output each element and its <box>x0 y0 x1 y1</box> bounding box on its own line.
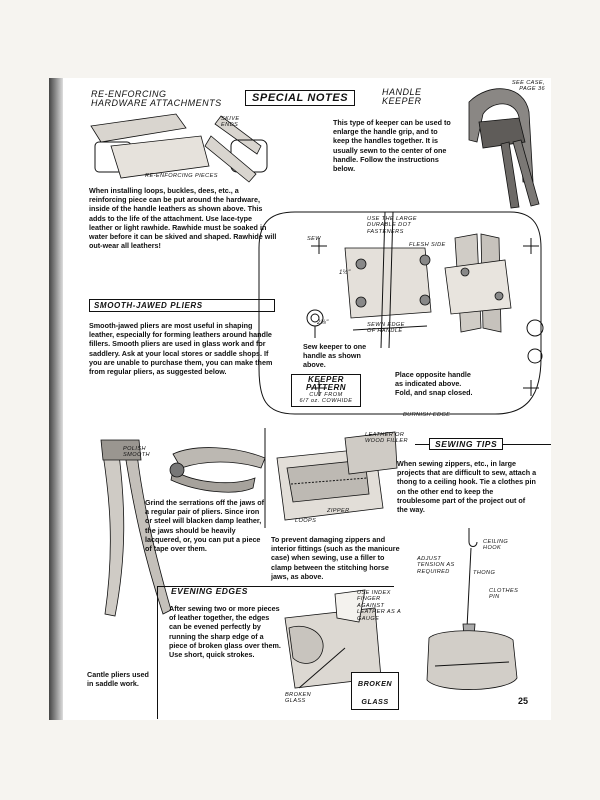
smooth-pliers-heading: SMOOTH-JAWED PLIERS <box>89 299 275 312</box>
fasteners-label: USE THE LARGE DURABLE DOT FASTENERS <box>367 216 417 235</box>
place-handle-caption: Place opposite handle as indicated above. Fold, and snap closed. <box>395 370 473 398</box>
ceiling-hook-label: CEILING HOOK <box>483 539 509 552</box>
handle-keeper-heading-line2: KEEPER <box>382 96 422 107</box>
reinforcing-pieces-label: RE-ENFORCING PIECES <box>145 173 218 179</box>
thong-label: THONG <box>473 570 496 576</box>
polish-smooth-label: POLISH SMOOTH <box>123 446 150 459</box>
keeper-pattern-line2: PATTERN <box>305 383 347 393</box>
page-title: SPECIAL NOTES <box>245 90 355 106</box>
sew-keeper-caption: Sew keeper to one handle as shown above. <box>303 342 367 370</box>
grind-instructions: Grind the serrations off the jaws of a regular pair of pliers. Since iron or steel will blacken damp leather, the jaws should be heavily lacquered, or, you can put a piece of tape over them. <box>145 498 265 554</box>
keeper-pattern-box <box>291 374 361 407</box>
flesh-side-label: FLESH SIDE <box>409 242 446 248</box>
keeper-pattern-line4: 6/7 oz. COWHIDE <box>299 397 353 404</box>
sew-label: SEW <box>307 236 321 242</box>
handle-keeper-heading-line1: HANDLE <box>382 87 422 97</box>
zipper-body: To prevent damaging zippers and interior fittings (such as the manicure case) when sewing, use a filler to clamp between the stitching horse jaws, as above. <box>271 535 400 581</box>
keeper-height-dimension: 1½" <box>339 270 351 276</box>
handle-photo-illustration <box>449 82 549 212</box>
cantle-pliers-caption: Cantle pliers used in saddle work. <box>87 670 149 689</box>
sewing-tips-heading: SEWING TIPS <box>429 438 503 450</box>
keeper-pattern-line3: CUT FROM <box>309 391 343 398</box>
broken-glass-label: BROKEN GLASS <box>285 692 312 705</box>
sewn-edge-label: SEWN EDGE OF HANDLE <box>367 322 405 335</box>
zipper-label: ZIPPER <box>327 508 350 514</box>
keeper-pattern-line1: KEEPER <box>308 375 344 384</box>
filler-label: LEATHER OR WOOD FILLER <box>365 432 408 445</box>
keeper-width-dimension: 2⅛" <box>317 320 329 326</box>
burnish-edge-label: BURNISH EDGE <box>403 412 451 418</box>
evening-edges-heading: EVENING EDGES <box>171 586 248 596</box>
page-spine-shadow <box>49 78 63 720</box>
handle-keeper-heading <box>382 88 422 107</box>
book-page <box>49 78 551 720</box>
index-finger-label: USE INDEX FINGER AGAINST LEATHER AS A GAUGE <box>357 590 401 622</box>
see-case-note: SEE CASE, PAGE 36 <box>511 80 545 93</box>
broken-glass-box <box>351 672 399 710</box>
reinforcing-heading-line2: HARDWARE ATTACHMENTS <box>91 98 222 109</box>
reinforcing-body: When installing loops, buckles, dees, etc., a reinforcing piece can be put around the hardware, inside of the handle leathers as shown above. This adds to the life of the attachment. Use lace-type leather or light rawhide. Rawhide must be soaked in water before it can be skived and shaped. Rawhide will out-wear all leathers! <box>89 186 277 251</box>
evening-edges-body: After sewing two or more pieces of leather together, the edges can be evened perfectly by running the sharp edge of a piece of broken glass over them. Use short, quick strokes. <box>169 604 281 660</box>
sewing-tips-body: When sewing zippers, etc., in large projects that are difficult to sew, attach a thong to a ceiling hook. Tie a clothes pin on the other end to keep the troublesome part of the project out of the way. <box>397 459 537 515</box>
adjust-tension-label: ADJUST TENSION AS REQUIRED <box>417 556 455 575</box>
handle-keeper-body: This type of keeper can be used to enlarge the handle grip, and to keep the handles together. It is usually sewn to the center of one handle. Follow the instructions below. <box>333 118 451 174</box>
loops-label: LOOPS <box>295 518 317 524</box>
reinforcing-heading-line1: RE-ENFORCING <box>91 89 167 99</box>
smooth-pliers-body: Smooth-jawed pliers are most useful in shaping leather, especially for forming leathers around handle fillers. Smooth pliers are used in glass work and for saddlery. Ask at your local stores or saddle shops. If you are unable to purchase them, you can make them from regular pliers, as suggested below. <box>89 321 273 377</box>
ceiling-hook-illustration <box>409 528 529 698</box>
page-number: 25 <box>518 696 529 706</box>
broken-glass-box-label: BROKEN GLASS <box>357 679 393 706</box>
clothes-pin-label: CLOTHES PIN <box>489 588 519 601</box>
skive-ends-label: SKIVE ENDS <box>221 116 240 129</box>
